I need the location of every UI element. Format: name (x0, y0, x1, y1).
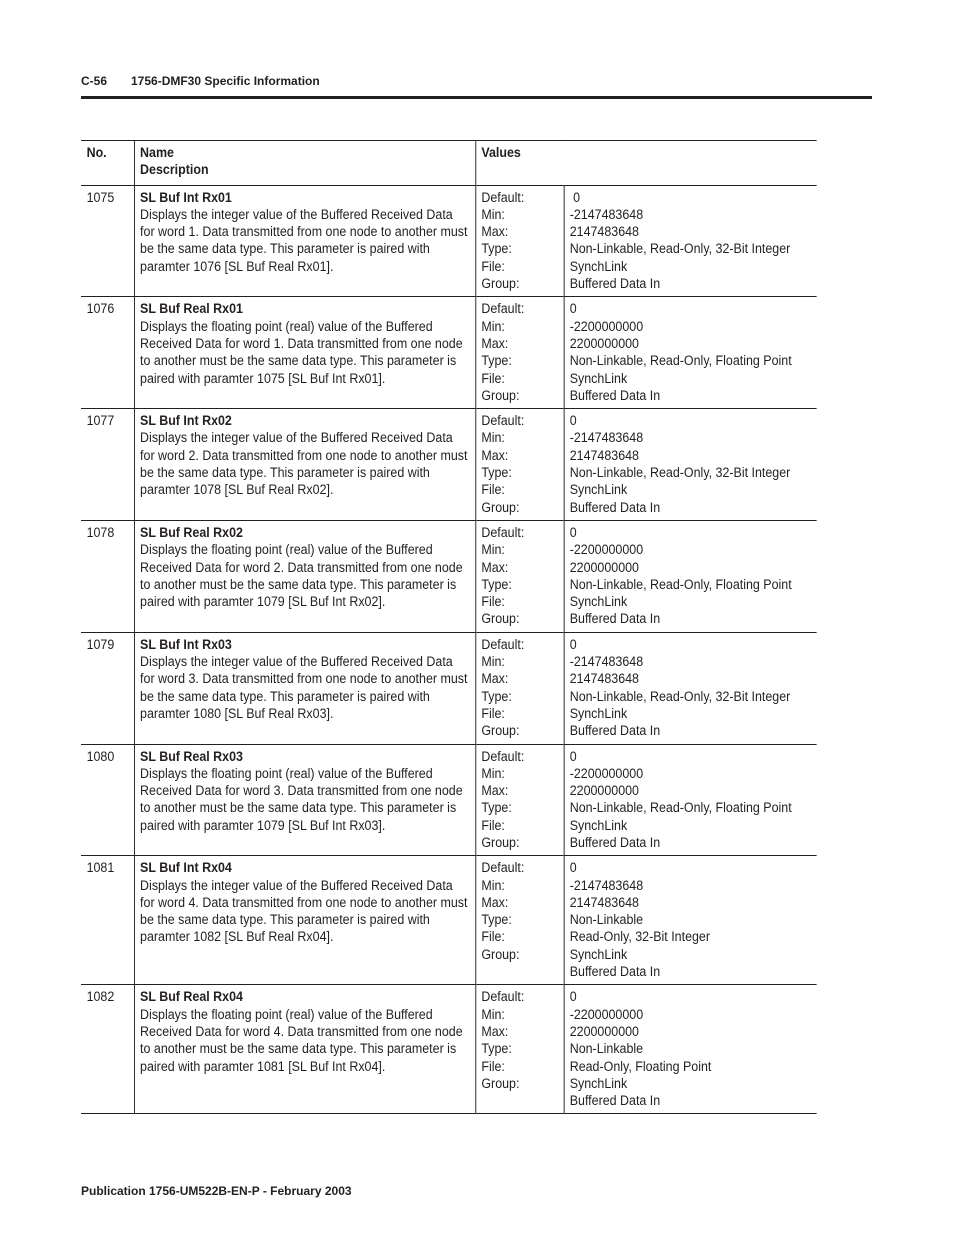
value-item: Read-Only, 32-Bit Integer (569, 929, 710, 945)
value-item: SynchLink (569, 705, 628, 721)
value-labels (475, 985, 563, 1114)
value-label: Max: (481, 894, 509, 910)
value-item: Non-Linkable, Read-Only, Floating Point (569, 353, 792, 369)
value-item: SynchLink (569, 817, 628, 833)
value-label: Group: (481, 276, 520, 292)
value-item: 0 (569, 301, 577, 317)
value-list (564, 297, 817, 409)
column-header-name: Name (140, 145, 174, 160)
value-label: Group: (481, 946, 520, 962)
value-item: 0 (569, 524, 577, 540)
value-item: SynchLink (569, 946, 628, 962)
value-item: 0 (569, 860, 577, 876)
value-labels (475, 856, 563, 985)
value-item: Buffered Data In (569, 611, 661, 627)
value-item: 2200000000 (569, 1023, 639, 1039)
column-header-description: Description (140, 162, 209, 178)
value-label: Default: (481, 860, 525, 876)
param-name: SL Buf Int Rx03 (140, 636, 232, 652)
value-item: 2147483648 (569, 224, 639, 240)
parameter-table (81, 140, 817, 1114)
value-item: SynchLink (569, 482, 628, 498)
value-label: Type: (481, 465, 512, 481)
value-label: Group: (481, 834, 520, 850)
value-item: 0 (569, 636, 577, 652)
value-label: Max: (481, 671, 509, 687)
value-item: SynchLink (569, 1075, 628, 1091)
value-item: -2200000000 (569, 1006, 644, 1022)
table-row (81, 297, 817, 409)
param-name: SL Buf Int Rx04 (140, 860, 232, 876)
value-item: -2147483648 (569, 430, 644, 446)
value-item: Non-Linkable (569, 1041, 644, 1057)
value-item: Buffered Data In (569, 834, 661, 850)
value-item: Buffered Data In (569, 499, 661, 515)
value-item: -2147483648 (569, 654, 644, 670)
param-name-description (134, 856, 475, 985)
param-name: SL Buf Int Rx02 (140, 413, 232, 429)
value-label: File: (481, 705, 505, 721)
value-label: Default: (481, 189, 525, 205)
value-label: File: (481, 258, 505, 274)
value-item: Buffered Data In (569, 387, 661, 403)
value-label: Group: (481, 1075, 520, 1091)
table-row (81, 185, 817, 297)
param-number: 1082 (81, 985, 134, 1114)
value-item: 2147483648 (569, 894, 639, 910)
param-name: SL Buf Real Rx04 (140, 989, 243, 1005)
value-item: 2147483648 (569, 447, 639, 463)
value-label: Group: (481, 723, 520, 739)
value-labels (475, 409, 563, 521)
value-item: 0 (569, 989, 577, 1005)
value-item: 2200000000 (569, 559, 639, 575)
value-item: Non-Linkable, Read-Only, 32-Bit Integer (569, 241, 791, 257)
value-labels (475, 520, 563, 632)
param-name: SL Buf Int Rx01 (140, 189, 232, 205)
value-item: Non-Linkable, Read-Only, Floating Point (569, 800, 792, 816)
value-item: Buffered Data In (569, 723, 661, 739)
param-name-description (134, 520, 475, 632)
value-item: -2200000000 (569, 765, 644, 781)
value-item: 0 (569, 189, 581, 205)
param-number: 1075 (81, 185, 134, 297)
value-list (564, 744, 817, 856)
value-labels (475, 632, 563, 744)
value-label: Type: (481, 576, 512, 592)
value-list (564, 985, 817, 1114)
value-label: Group: (481, 611, 520, 627)
value-item: Read-Only, Floating Point (569, 1058, 712, 1074)
value-label: Max: (481, 559, 509, 575)
value-labels (475, 185, 563, 297)
value-item: -2147483648 (569, 206, 644, 222)
param-number: 1079 (81, 632, 134, 744)
value-label: Default: (481, 748, 525, 764)
param-name-description (134, 409, 475, 521)
param-description: Displays the integer value of the Buffered Received Data for word 4. Data transmitted from one node to another must be the same data type. This parameter is paired with paramter 1082 [SL Buf Real Rx04]. (140, 877, 468, 945)
value-labels (475, 297, 563, 409)
table-row (81, 985, 817, 1114)
column-header-no: No. (81, 141, 134, 186)
table-row (81, 744, 817, 856)
param-name-description (134, 185, 475, 297)
value-label: Type: (481, 353, 512, 369)
page-footer: Publication 1756-UM522B-EN-P - February 2003 (81, 1184, 352, 1198)
value-label: Group: (481, 387, 520, 403)
param-number: 1077 (81, 409, 134, 521)
value-label: Type: (481, 688, 512, 704)
value-label: Default: (481, 989, 525, 1005)
table-row (81, 632, 817, 744)
value-label: Max: (481, 335, 509, 351)
value-item: 2200000000 (569, 335, 639, 351)
column-header-name-description (134, 141, 475, 186)
value-label: Max: (481, 447, 509, 463)
value-item: 0 (569, 748, 577, 764)
header-rule (81, 96, 872, 99)
value-label: File: (481, 1058, 505, 1074)
param-name-description (134, 297, 475, 409)
param-description: Displays the floating point (real) value of the Buffered Received Data for word 2. Data transmitted from one node to another must be the same data type. This parameter is paired with paramter 1079 [SL Buf Int Rx02]. (140, 542, 463, 610)
value-item: SynchLink (569, 594, 628, 610)
value-label: Default: (481, 301, 525, 317)
value-label: Default: (481, 413, 525, 429)
column-header-values: Values (481, 145, 521, 160)
value-label: Min: (481, 318, 505, 334)
value-label: Max: (481, 783, 509, 799)
value-labels (475, 744, 563, 856)
param-description: Displays the floating point (real) value of the Buffered Received Data for word 1. Data transmitted from one node to another must be the same data type. This parameter is paired with paramter 1075 [SL Buf Int Rx01]. (140, 318, 463, 386)
value-label: Type: (481, 912, 512, 928)
value-item: 2200000000 (569, 783, 639, 799)
value-label: Default: (481, 636, 525, 652)
param-number: 1076 (81, 297, 134, 409)
value-label: Min: (481, 765, 505, 781)
value-label: File: (481, 817, 505, 833)
table-row (81, 856, 817, 985)
value-item: SynchLink (569, 258, 628, 274)
value-label: Min: (481, 542, 505, 558)
page-number: C-56 (81, 74, 108, 88)
param-name: SL Buf Real Rx02 (140, 524, 243, 540)
value-item: Non-Linkable, Read-Only, Floating Point (569, 576, 792, 592)
page-header (81, 74, 872, 92)
value-label: Min: (481, 877, 505, 893)
value-item: Buffered Data In (569, 1093, 661, 1109)
param-name: SL Buf Real Rx01 (140, 301, 243, 317)
value-label: Default: (481, 524, 525, 540)
table-header-row (81, 141, 817, 186)
value-label: File: (481, 929, 505, 945)
value-item: Buffered Data In (569, 964, 661, 980)
value-item: Non-Linkable (569, 912, 644, 928)
param-description: Displays the integer value of the Buffered Received Data for word 3. Data transmitted from one node to another must be the same data type. This parameter is paired with paramter 1080 [SL Buf Real Rx03]. (140, 654, 468, 721)
value-label: File: (481, 594, 505, 610)
value-label: Type: (481, 1041, 512, 1057)
value-item: Non-Linkable, Read-Only, 32-Bit Integer (569, 465, 791, 481)
table-row (81, 409, 817, 521)
value-list (564, 632, 817, 744)
value-item: 0 (569, 413, 577, 429)
page-title: 1756-DMF30 Specific Information (131, 74, 320, 88)
value-item: -2200000000 (569, 318, 644, 334)
param-number: 1080 (81, 744, 134, 856)
value-label: Min: (481, 654, 505, 670)
param-name-description (134, 985, 475, 1114)
param-description: Displays the floating point (real) value of the Buffered Received Data for word 4. Data transmitted from one node to another must be the same data type. This parameter is paired with paramter 1081 [SL Buf Int Rx04]. (140, 1006, 463, 1074)
param-number: 1078 (81, 520, 134, 632)
value-label: Min: (481, 1006, 505, 1022)
value-label: Type: (481, 800, 512, 816)
param-name: SL Buf Real Rx03 (140, 748, 243, 764)
param-description: Displays the integer value of the Buffered Received Data for word 2. Data transmitted from one node to another must be the same data type. This parameter is paired with paramter 1078 [SL Buf Real Rx02]. (140, 430, 468, 498)
table-body (81, 185, 817, 1114)
value-label: Group: (481, 499, 520, 515)
value-list (564, 856, 817, 985)
param-number: 1081 (81, 856, 134, 985)
value-label: Min: (481, 430, 505, 446)
value-list (564, 185, 817, 297)
param-description: Displays the integer value of the Buffered Received Data for word 1. Data transmitted from one node to another must be the same data type. This parameter is paired with paramter 1076 [SL Buf Real Rx01]. (140, 206, 468, 274)
value-item: 2147483648 (569, 671, 639, 687)
value-label: Max: (481, 224, 509, 240)
table-row (81, 520, 817, 632)
value-label: Min: (481, 206, 505, 222)
value-item: -2200000000 (569, 542, 644, 558)
value-label: File: (481, 370, 505, 386)
value-list (564, 409, 817, 521)
value-item: Buffered Data In (569, 276, 661, 292)
param-name-description (134, 744, 475, 856)
value-label: Max: (481, 1023, 509, 1039)
value-item: Non-Linkable, Read-Only, 32-Bit Integer (569, 688, 791, 704)
value-list (564, 520, 817, 632)
value-label: File: (481, 482, 505, 498)
value-label: Type: (481, 241, 512, 257)
value-item: -2147483648 (569, 877, 644, 893)
param-description: Displays the floating point (real) value of the Buffered Received Data for word 3. Data transmitted from one node to another must be the same data type. This parameter is paired with paramter 1079 [SL Buf Int Rx03]. (140, 765, 463, 833)
param-name-description (134, 632, 475, 744)
value-item: SynchLink (569, 370, 628, 386)
